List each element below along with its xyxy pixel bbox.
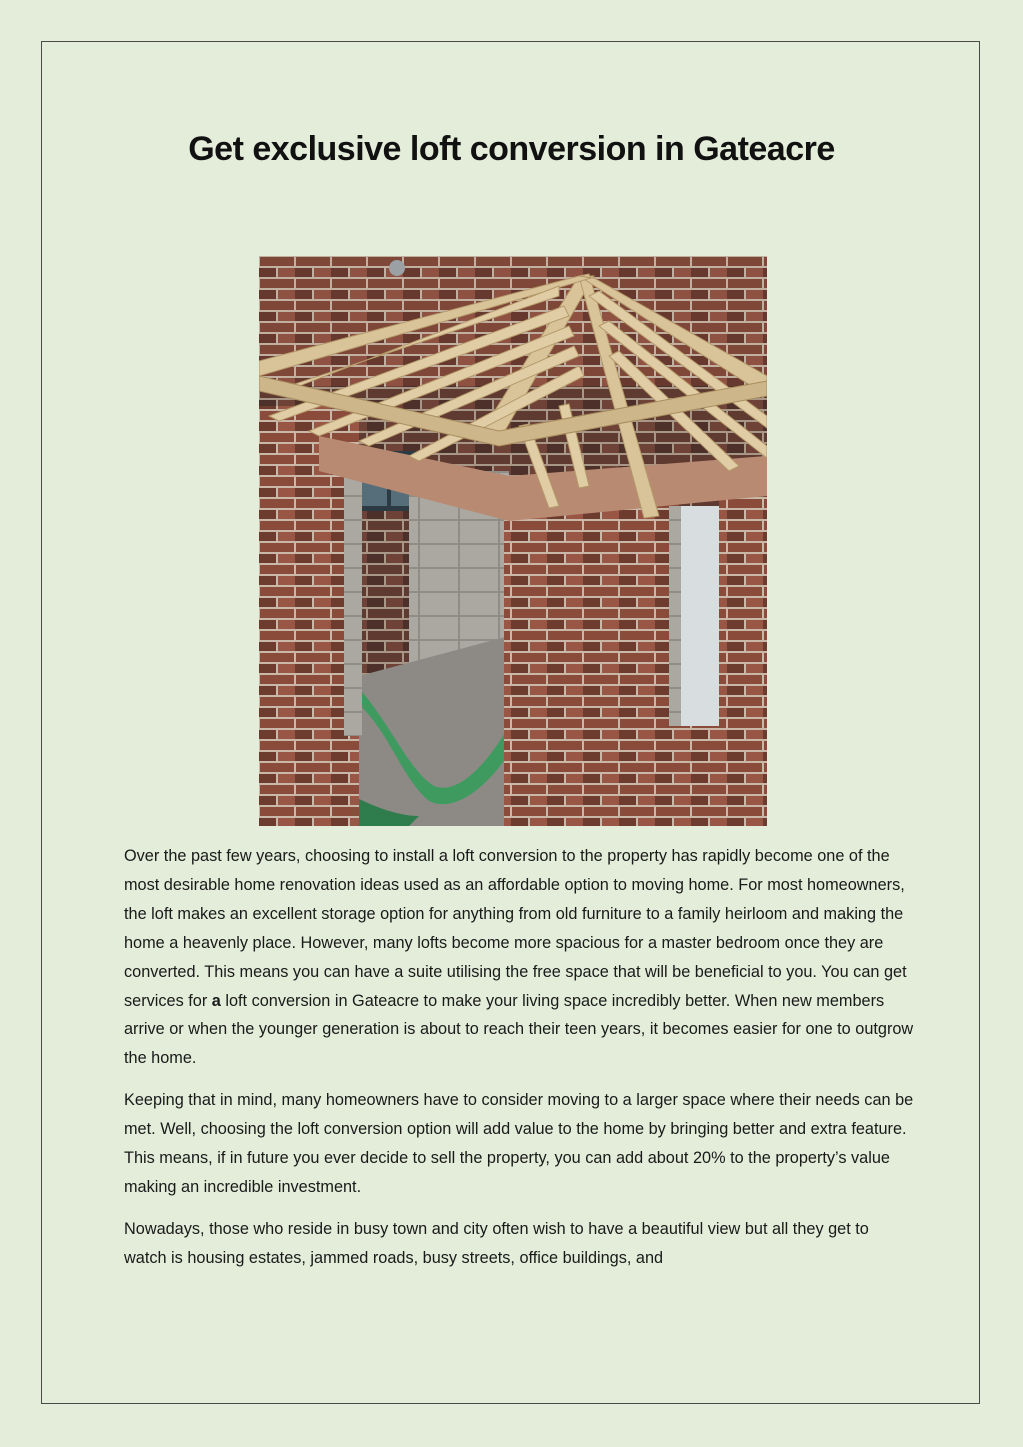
- article-body: [124, 842, 914, 1286]
- paragraph-1: [124, 842, 914, 1073]
- paragraph-1-text-start: Over the past few years, choosing to install a loft conversion to the property has rapidly become one of the most desirable home renovation ideas used as an affordable option to moving home. For most homeowners, the loft makes an excellent storage option for anything from old furniture to a family heirloom and making the home a heavenly place. However, many lofts become more spacious for a master bedroom once they are converted. This means you can have a suite utilising the free space that will be beneficial to you. You can get services for: [124, 847, 907, 1010]
- paragraph-3: Nowadays, those who reside in busy town and city often wish to have a beautiful view but all they get to watch is housing estates, jammed roads, busy streets, office buildings, and: [124, 1219, 869, 1267]
- porch-roof-timber-frame-photo: [259, 256, 767, 826]
- paragraph-2: Keeping that in mind, many homeowners have to consider moving to a larger space where their needs can be met. Well, choosing the loft conversion option will add value to the home by bringing better and extra feature. This means, if in future you ever decide to sell the property, you can add about 20% to the property’s value making an incredible investment.: [124, 1091, 914, 1196]
- page-title: Get exclusive loft conversion in Gateacre: [188, 130, 835, 168]
- paragraph-1-text-end: loft conversion in Gateacre to make your living space incredibly better. When new members arrive or when the younger generation is about to reach their teen years, it becomes easier for one to outgrow the home.: [124, 991, 914, 1068]
- paragraph-1-bold-word: a: [211, 991, 221, 1010]
